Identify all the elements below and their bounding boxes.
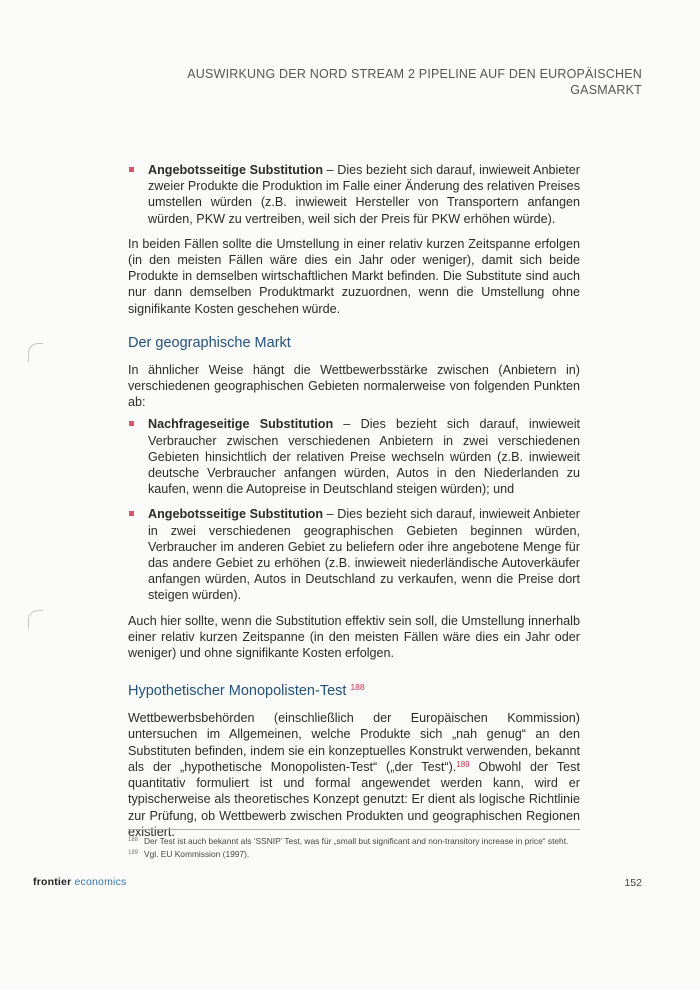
heading-geographic-market: Der geographische Markt (128, 334, 291, 351)
footnotes (128, 836, 580, 862)
bullet-text: – Dies bezieht sich darauf, inwieweit Verbraucher zwischen verschiedenen Anbietern in zwei verschiedenen Gebieten hinsichtlich der relativen Preise wechseln würden (z.B. inwieweit deutsche Verbraucher anfangen würden, Autos in den Niederlanden zu kaufen, wenn die Autopreise in Deutschland steigen würden); und (148, 417, 581, 497)
bullet-demand-substitution (128, 416, 580, 497)
footnote-number: 188 (128, 837, 139, 843)
footnote-text: Vgl. EU Kommission (1997). (144, 849, 250, 859)
bullet-term: Angebotsseitige Substitution (148, 163, 324, 177)
paragraph-test (128, 710, 580, 840)
bullet-square-icon (129, 421, 134, 426)
page-number: 152 (624, 877, 642, 889)
running-header (122, 66, 642, 98)
bullet-text: – Dies bezieht sich darauf, inwieweit Anbieter zweier Produkte die Produktion im Falle einer Änderung des relativen Preises umstellen würden (z.B. inwieweit Hersteller von Transportern anfangen würden, PKW zu vertreiben, weil sich der Preis für PKW erhöhen würde). (148, 163, 580, 226)
footnote-text: Der Test ist auch bekannt als ‘SSNIP’ Test, was für „small but significant and non-transitory increase in price“ steht. (144, 836, 569, 846)
main-content (128, 162, 580, 840)
paragraph-also-here: Auch hier sollte, wenn die Substitution effektiv sein soll, die Umstellung innerhalb einer relativ kurzen Zeitspanne (in den meisten Fällen wäre dies ein Jahr oder weniger) und ohne signifikante Kosten erfolgen. (128, 613, 580, 661)
brand-frontier: frontier (33, 876, 72, 888)
brand-economics: economics (71, 876, 127, 888)
footnote-number: 189 (128, 850, 139, 856)
footnote-ref-189[interactable]: 189 (456, 759, 470, 769)
paragraph-test-part2: Obwohl der Test quantitativ formuliert ist und formal angewendet werden kann, wird er typischerweise als theoretisches Konzept genutzt: Er dient als logische Richtlinie zur Prüfung, ob Wettbewerb zwischen Produkten und geographischen Regionen existiert. (128, 759, 580, 839)
paragraph-geo-intro: In ähnlicher Weise hängt die Wettbewerbsstärke zwischen (Anbietern in) verschiedenen geographischen Gebieten normalerweise von folgenden Punkten ab: (128, 362, 580, 410)
paragraph-both-cases: In beiden Fällen sollte die Umstellung in einer relativ kurzen Zeitspanne erfolgen (in den meisten Fällen wäre dies ein Jahr oder weniger), damit sich beide Produkte in demselben wirtschaftlichen Markt befinden. Die Substitute sind auch nur dann demselben Produktmarkt zuzuordnen, wenn die Umstellung ohne signifikante Kosten geschehen würde. (128, 236, 580, 316)
header-line-2: GASMARKT (570, 83, 642, 97)
heading-title: Hypothetischer Monopolisten-Test (128, 683, 347, 700)
scan-punch-mark (28, 343, 43, 362)
footnote-divider (128, 829, 580, 830)
footnote-ref-188[interactable]: 188 (350, 682, 365, 693)
bullet-square-icon (129, 167, 134, 172)
bullet-text: – Dies bezieht sich darauf, inwieweit Anbieter in zwei verschiedenen geographischen Gebieten beginnen würden, Verbraucher im anderen Gebiet zu beliefern oder ihre angebotene Menge für das andere Gebiet zu erhöhen (z.B. inwieweit niederländische Autoverkäufer anfangen würden, Autos in Deutschland zu verkaufen, wenn die Preise dort steigen würden). (148, 507, 580, 603)
bullet-square-icon (129, 511, 134, 516)
scan-punch-mark (28, 610, 43, 629)
bullet-term: Nachfrageseitige Substitution (148, 417, 334, 432)
bullet-term: Angebotsseitige Substitution (148, 507, 324, 522)
bullet-supply-substitution-product (128, 162, 580, 227)
footer-brand-logo (33, 876, 126, 888)
footnote-189 (128, 849, 580, 860)
heading-hypothetical-monopolist-test (128, 678, 580, 700)
paragraph-test-part1: Wettbewerbsbehörden (einschließlich der Europäischen Kommission) untersuchen im Allgemeinen, welche Produkte sich „nah genug“ an den Substituten befinden, indem sie ein konzeptuelles Konstrukt verwenden, bekannt als der „hypothetische Monopolisten-Test“ („der Test“). (128, 711, 580, 774)
bullet-supply-substitution-geo (128, 506, 580, 603)
footnote-188 (128, 836, 580, 847)
header-line-1: AUSWIRKUNG DER NORD STREAM 2 PIPELINE AUF DEN EUROPÄISCHEN (187, 67, 642, 81)
